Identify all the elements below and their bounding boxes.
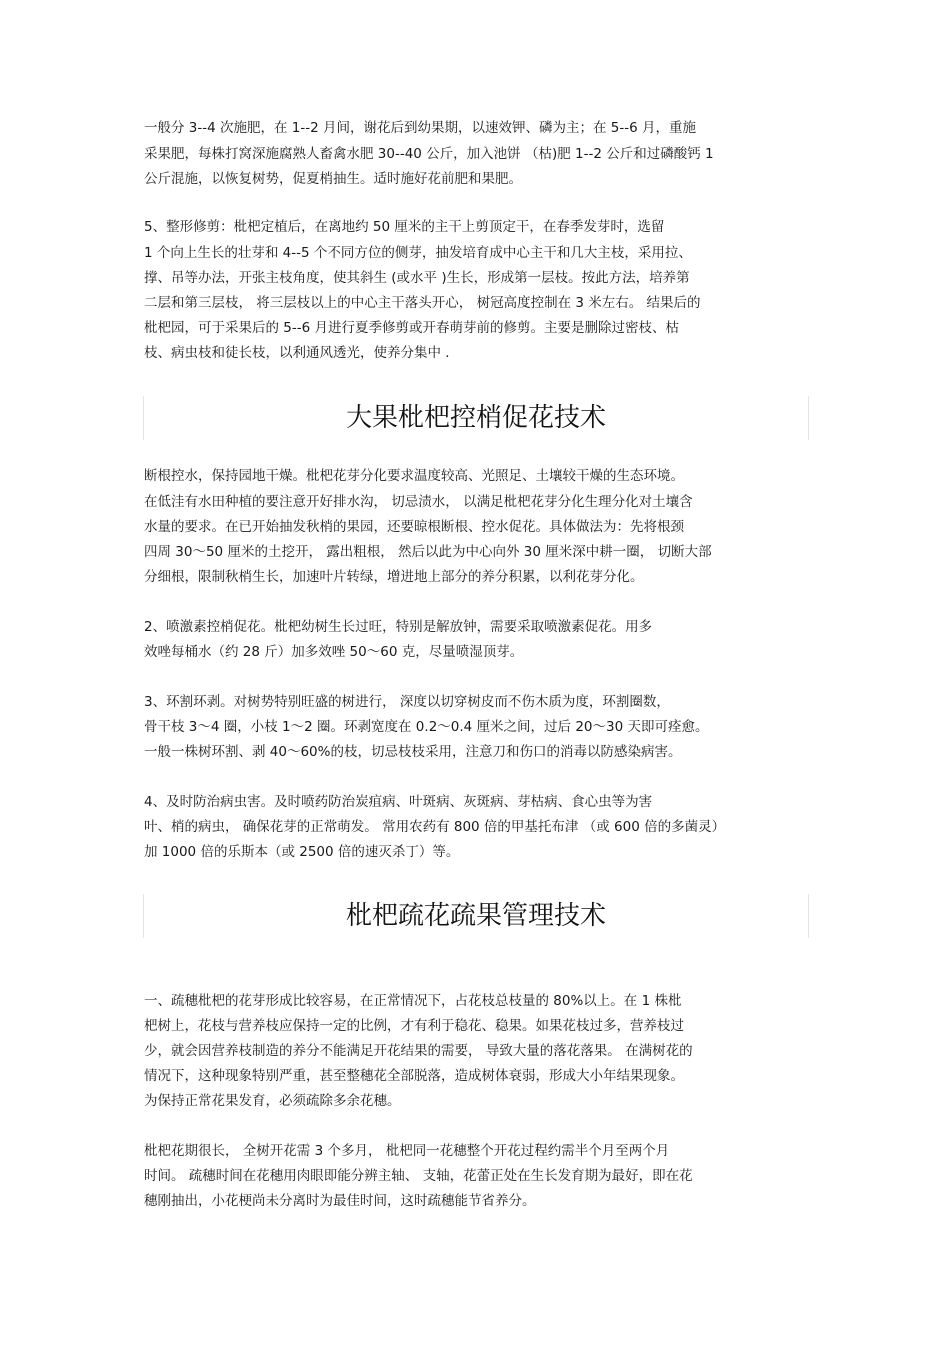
- text-line: 4、及时防治病虫害。及时喷药防治炭疽病、叶斑病、灰斑病、芽枯病、食心虫等为害: [144, 794, 653, 810]
- text-line: 水量的要求。在已开始抽发秋梢的果园，还要晾根断根、控水促花。具体做法为：先将根颈: [144, 519, 684, 535]
- text-line: 穗刚抽出，小花梗尚未分离时为最佳时间，这时疏穗能节省养分。: [144, 1193, 536, 1209]
- text-line: 枇杷花期很长， 全树开花需 3 个多月， 枇杷同一花穗整个开花过程约需半个月至两个月: [144, 1143, 670, 1159]
- text-line: 加 1000 倍的乐斯本（或 2500 倍的速灭杀丁）等。: [144, 844, 460, 860]
- text-line: 采果肥，每株打窝深施腐熟人畜禽水肥 30--40 公斤，加入池饼 （枯)肥 1--2 公斤和过磷酸钙 1: [144, 146, 714, 162]
- text-line: 5、整形修剪：枇杷定植后，在离地约 50 厘米的主干上剪顶定干，在春季发芽时，选留: [144, 219, 665, 235]
- section-heading: 枇杷疏花疏果管理技术: [143, 894, 809, 938]
- text-line: 公斤混施，以恢复树势，促夏梢抽生。适时施好花前肥和果肥。: [144, 171, 522, 187]
- text-line: 3、环割环剥。对树势特别旺盛的树进行， 深度以切穿树皮而不伤木质为度，环割圈数，: [144, 694, 670, 710]
- text-line: 2、喷激素控梢促花。枇杷幼树生长过旺，特别是解放钟，需要采取喷激素促花。用多: [144, 619, 653, 635]
- text-line: 少，就会因营养枝制造的养分不能满足开花结果的需要， 导致大量的落花落果。 在满树花的: [144, 1043, 693, 1059]
- text-line: 二层和第三层枝， 将三层枝以上的中心主干落头开心， 树冠高度控制在 3 米左右。 结果后的: [144, 295, 701, 311]
- text-line: 一般一株树环割、剥 40～60%的枝，切忌枝枝采用，注意刀和伤口的消毒以防感染病害。: [144, 744, 682, 760]
- text-line: 情况下，这种现象特别严重，甚至整穗花全部脱落，造成树体衰弱，形成大小年结果现象。: [144, 1068, 684, 1084]
- text-line: 撑、吊等办法，开张主枝角度，使其斜生 (或水平 )生长，形成第一层枝。按此方法，培养第: [144, 270, 690, 286]
- text-line: 一般分 3--4 次施肥，在 1--2 月间，谢花后到幼果期，以速效钾、磷为主；在 5--6 月，重施: [144, 120, 697, 136]
- text-line: 杷树上，花枝与营养枝应保持一定的比例，才有利于稳花、稳果。如果花枝过多，营养枝过: [144, 1018, 684, 1034]
- text-line: 叶、梢的病虫， 确保花芽的正常萌发。 常用农药有 800 倍的甲基托布津 （或 600 倍的多菌灵）: [144, 819, 726, 835]
- text-line: 一、疏穗枇杷的花芽形成比较容易，在正常情况下，占花枝总枝量的 80%以上。在 1 株枇: [144, 993, 682, 1009]
- text-line: 四周 30～50 厘米的土挖开， 露出粗根， 然后以此为中心向外 30 厘米深中耕一圈， 切断大部: [144, 544, 712, 560]
- text-line: 断根控水，保持园地干燥。枇杷花芽分化要求温度较高、光照足、土壤较干燥的生态环境。: [144, 468, 684, 484]
- text-line: 分细根，限制秋梢生长，加速叶片转绿，增进地上部分的养分积累，以利花芽分化。: [144, 569, 644, 585]
- text-line: 为保持正常花果发育，必须疏除多余花穗。: [144, 1093, 401, 1109]
- text-line: 骨干枝 3～4 圈，小枝 1～2 圈。环剥宽度在 0.2～0.4 厘米之间，过后 20～30 天即可痊愈。: [144, 719, 709, 735]
- text-line: 枇杷园，可于采果后的 5--6 月进行夏季修剪或开春萌芽前的修剪。主要是删除过密枝、枯: [144, 320, 680, 336]
- text-line: 1 个向上生长的壮芽和 4--5 个不同方位的侧芽，抽发培育成中心主干和几大主枝，采用拉、: [144, 245, 692, 261]
- section-heading: 大果枇杷控梢促花技术: [143, 396, 809, 440]
- text-line: 效唑每桶水（约 28 斤）加多效唑 50～60 克，尽量喷湿顶芽。: [144, 644, 524, 660]
- text-line: 时间。 疏穗时间在花穗用肉眼即能分辨主轴、 支轴，花蕾正处在生长发育期为最好，即在花: [144, 1168, 693, 1184]
- text-line: 在低洼有水田种植的要注意开好排水沟， 切忌渍水， 以满足枇杷花芽分化生理分化对土壤含: [144, 494, 693, 510]
- text-line: 枝、病虫枝和徒长枝，以利通风透光，使养分集中 .: [144, 345, 450, 361]
